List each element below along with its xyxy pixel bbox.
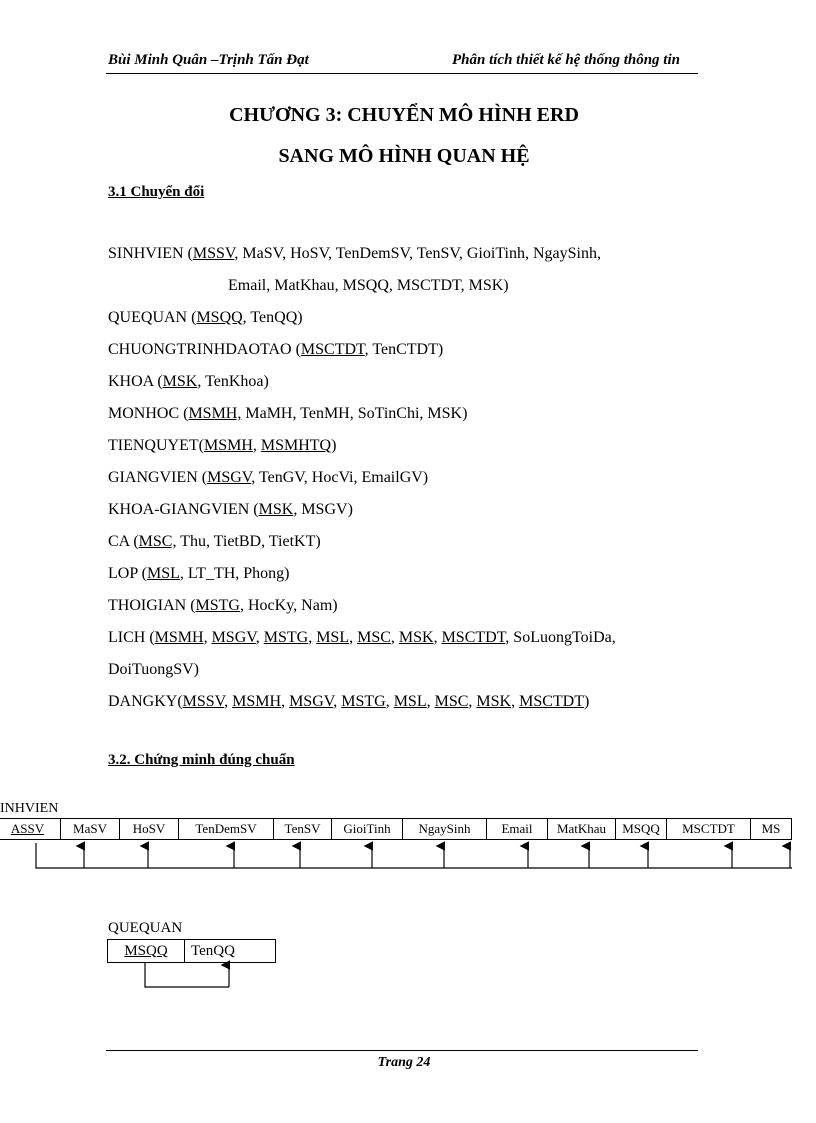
primary-key: MSTG — [195, 597, 240, 614]
section-heading-normalization: 3.2. Chứng minh đúng chuẩn — [108, 752, 295, 768]
dependency-bracket — [36, 843, 792, 868]
diagram-quequan-table — [107, 939, 276, 963]
attr-cell: MS — [751, 819, 792, 840]
relation-giangvien: GIANGVIEN (MSGV, TenGV, HocVi, EmailGV) — [108, 469, 429, 486]
chapter-title-line2: SANG MÔ HÌNH QUAN HỆ — [278, 145, 530, 167]
attr-cell: MSQQ — [616, 819, 667, 840]
primary-key: MSMH, — [188, 405, 242, 422]
primary-key: MSK — [398, 629, 434, 646]
relation-khoa-giangvien: KHOA-GIANGVIEN (MSK, MSGV) — [108, 501, 353, 518]
relation-chuongtrinhdaotao: CHUONGTRINHDAOTAO (MSCTDT, TenCTDT) — [108, 341, 444, 358]
attr-cell: TenSV — [274, 819, 332, 840]
relation-dangky: DANGKY(MSSV, MSMH, MSGV, MSTG, MSL, MSC, MSK, MSCTDT) — [108, 693, 590, 710]
relation-lich: LICH (MSMH, MSGV, MSTG, MSL, MSC, MSK, MSCTDT, SoLuongToiDa, — [108, 629, 616, 646]
primary-key: MSMH — [232, 693, 282, 710]
primary-key: MSMH — [154, 629, 204, 646]
relation-thoigian: THOIGIAN (MSTG, HocKy, Nam) — [108, 597, 338, 614]
header-author: Bùi Minh Quân –Trịnh Tấn Đạt — [108, 52, 309, 68]
primary-key: MSCTDT — [519, 693, 584, 710]
primary-key: MSCTDT — [300, 341, 365, 358]
primary-key: MSSV — [182, 693, 225, 710]
primary-key: MSQQ — [196, 309, 243, 326]
primary-key: MSMH — [203, 437, 253, 454]
footer-divider — [106, 1050, 698, 1051]
attr-cell: Email — [487, 819, 548, 840]
primary-key: MSL — [393, 693, 427, 710]
primary-key: MSK — [476, 693, 512, 710]
relation-khoa: KHOA (MSK, TenKhoa) — [108, 373, 269, 390]
attr-cell: GioiTinh — [332, 819, 403, 840]
primary-key: MSTG — [263, 629, 309, 646]
header-subject: Phân tích thiết kế hệ thống thông tin — [452, 52, 680, 68]
primary-key: MSGV — [289, 693, 334, 710]
relation-lich-cont: DoiTuongSV) — [108, 661, 199, 678]
attr-cell: MSQQ — [108, 940, 185, 963]
primary-key: MSTG — [341, 693, 386, 710]
primary-key: MSC — [434, 693, 469, 710]
attr-cell: MaSV — [61, 819, 120, 840]
attr-cell: MatKhau — [548, 819, 616, 840]
attr-cell: TenDemSV — [179, 819, 274, 840]
section-heading-conversion: 3.1 Chuyển đổi — [108, 184, 205, 200]
attr-cell: MSCTDT — [667, 819, 751, 840]
relation-sinhvien-cont: Email, MatKhau, MSQQ, MSCTDT, MSK) — [228, 277, 509, 294]
attr-cell: NgaySinh — [403, 819, 487, 840]
relation-tienquyet: TIENQUYET(MSMH, MSMHTQ) — [108, 437, 337, 454]
diagram-sinhvien-label: INHVIEN — [0, 801, 59, 816]
attr-cell: HoSV — [120, 819, 179, 840]
relation-sinhvien: SINHVIEN (MSSV, MaSV, HoSV, TenDemSV, TenSV, GioiTinh, NgaySinh, — [108, 245, 601, 262]
primary-key: MSC — [357, 629, 391, 646]
relation-lop: LOP (MSL, LT_TH, Phong) — [108, 565, 290, 582]
primary-key: MSL — [146, 565, 180, 582]
page-number: Trang 24 — [377, 1055, 431, 1070]
attr-cell: ASSV — [0, 819, 61, 840]
dependency-bracket — [145, 962, 229, 987]
primary-key: MSK — [258, 501, 294, 518]
primary-key: MSL — [316, 629, 350, 646]
primary-key: MSGV — [207, 469, 252, 486]
relation-quequan: QUEQUAN (MSQQ, TenQQ) — [108, 309, 303, 326]
primary-key: MSC, — [138, 533, 177, 550]
attr-cell: TenQQ — [185, 940, 276, 963]
chapter-title-line1: CHƯƠNG 3: CHUYỂN MÔ HÌNH ERD — [229, 104, 579, 126]
diagram-quequan-label: QUEQUAN — [108, 920, 183, 936]
relation-ca: CA (MSC, Thu, TietBD, TietKT) — [108, 533, 321, 550]
primary-key: MSCTDT — [441, 629, 506, 646]
primary-key: MSK — [162, 373, 198, 390]
relation-monhoc: MONHOC (MSMH, MaMH, TenMH, SoTinChi, MSK) — [108, 405, 468, 422]
primary-key: MSGV — [211, 629, 256, 646]
primary-key: MSMHTQ — [260, 437, 332, 454]
primary-key: MSSV — [192, 245, 235, 262]
